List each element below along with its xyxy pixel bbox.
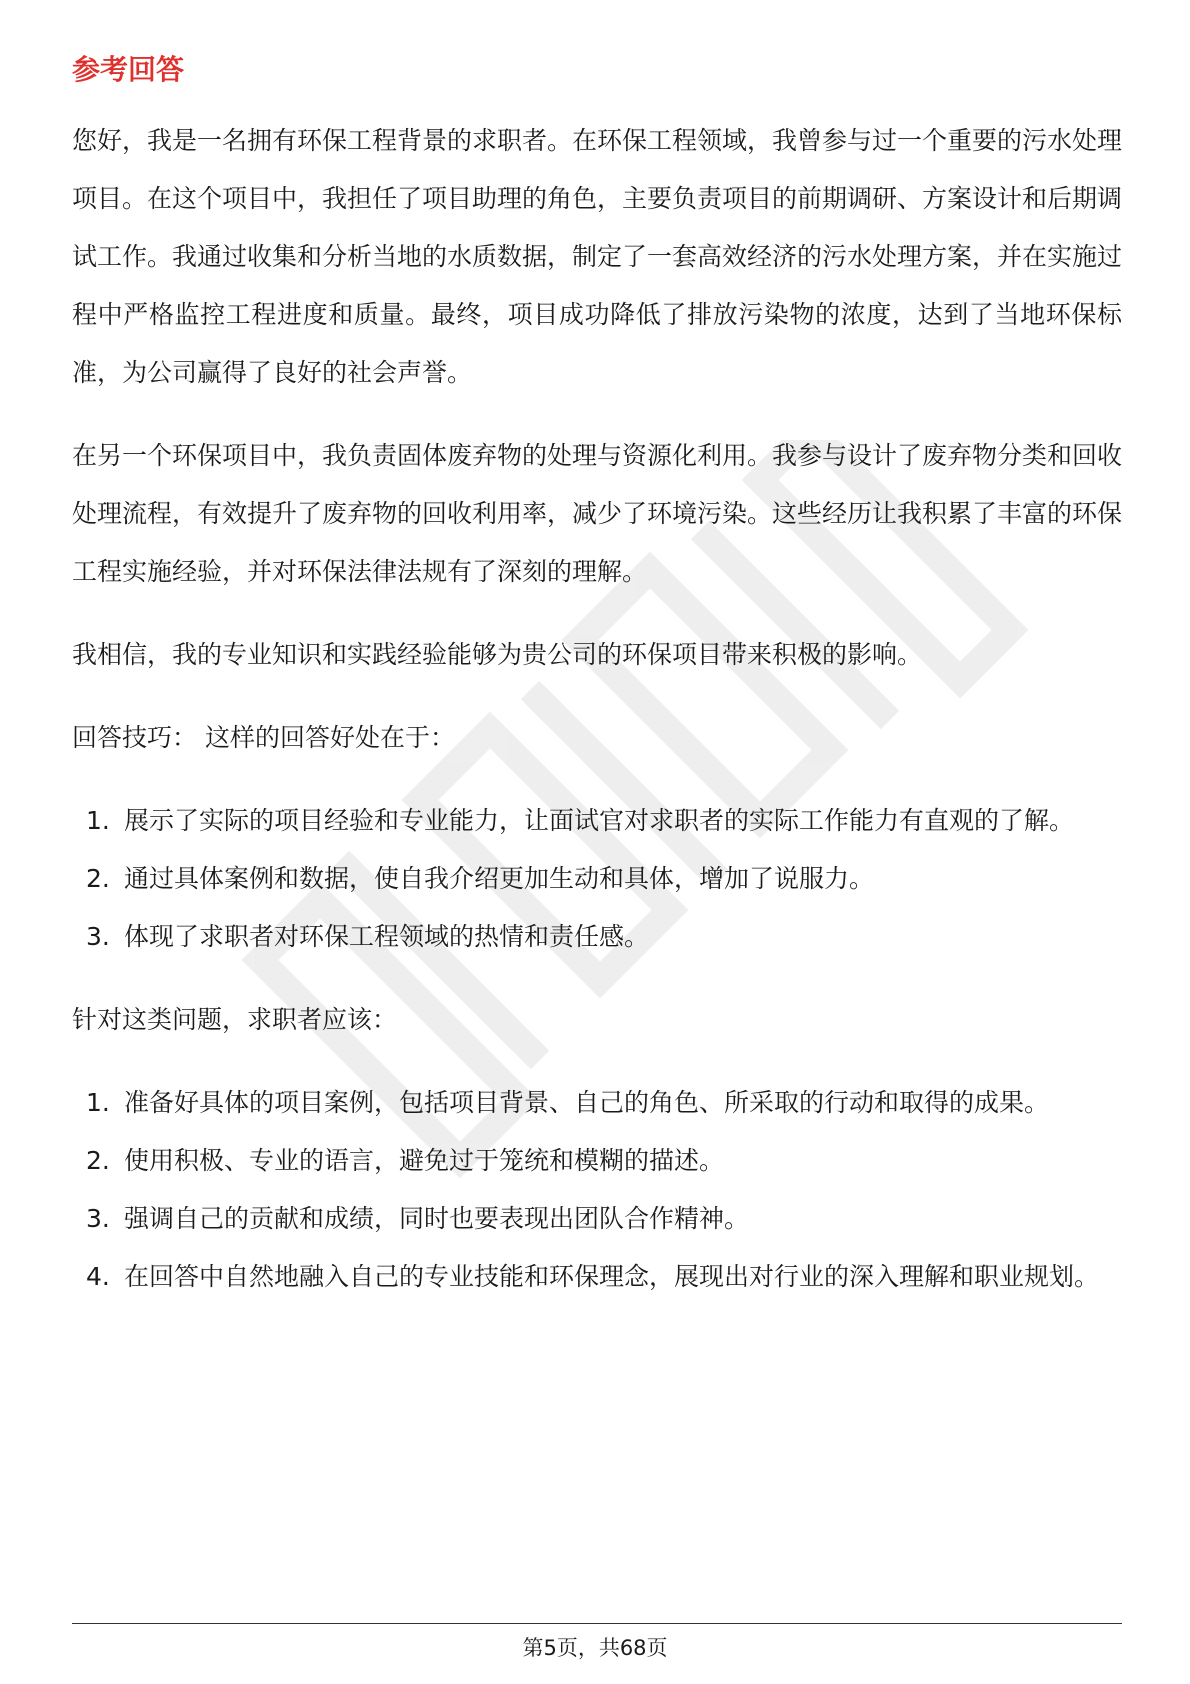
list-item-text: 准备好具体的项目案例，包括项目背景、自己的角色、所采取的行动和取得的成果。: [124, 1088, 1050, 1117]
list-item: [72, 792, 1122, 850]
list-item: [72, 1248, 1122, 1306]
list-item: [72, 1132, 1122, 1190]
list-item-text: 强调自己的贡献和成绩，同时也要表现出团队合作精神。: [124, 1204, 750, 1233]
advice-list: [72, 1074, 1122, 1306]
list-item-text: 在回答中自然地融入自己的专业技能和环保理念，展现出对行业的深入理解和职业规划。: [124, 1262, 1100, 1291]
list-number: 3.: [86, 922, 110, 951]
list-number: 3.: [86, 1204, 110, 1233]
tips-intro: 回答技巧： 这样的回答好处在于：: [72, 723, 455, 752]
list-item: [72, 1074, 1122, 1132]
list-number: 1.: [86, 806, 110, 835]
answer-paragraph-3: 我相信，我的专业知识和实践经验能够为贵公司的环保项目带来积极的影响。: [72, 640, 923, 669]
list-item: [72, 908, 1122, 966]
list-item-text: 通过具体案例和数据，使自我介绍更加生动和具体，增加了说服力。: [124, 864, 875, 893]
tips-list: [72, 792, 1122, 966]
list-item: [72, 850, 1122, 908]
advice-intro: 针对这类问题，求职者应该：: [72, 1005, 398, 1034]
answer-paragraph-2: 在另一个环保项目中，我负责固体废弃物的处理与资源化利用。我参与设计了废弃物分类和回收处理流程，有效提升了废弃物的回收利用率，减少了环境污染。这些经历让我积累了丰富的环保工程实施经验，并对环保法律法规有了深刻的理解。: [72, 441, 1123, 586]
list-item: [72, 1190, 1122, 1248]
section-heading: 参考回答: [72, 53, 185, 86]
list-item-text: 使用积极、专业的语言，避免过于笼统和模糊的描述。: [124, 1146, 725, 1175]
list-item-text: 体现了求职者对环保工程领域的热情和责任感。: [124, 922, 650, 951]
footer-divider: [72, 1623, 1122, 1624]
list-number: 1.: [86, 1088, 110, 1117]
list-number: 2.: [86, 1146, 110, 1175]
answer-paragraph-1: 您好，我是一名拥有环保工程背景的求职者。在环保工程领域，我曾参与过一个重要的污水处理项目。在这个项目中，我担任了项目助理的角色，主要负责项目的前期调研、方案设计和后期调试工作。我通过收集和分析当地的水质数据，制定了一套高效经济的污水处理方案，并在实施过程中严格监控工程进度和质量。最终，项目成功降低了排放污染物的浓度，达到了当地环保标准，为公司赢得了良好的社会声誉。: [72, 126, 1123, 387]
document-page: [72, 50, 1122, 1331]
list-number: 2.: [86, 864, 110, 893]
page-number: 第5页，共68页: [522, 1636, 668, 1660]
list-item-text: 展示了实际的项目经验和专业能力，让面试官对求职者的实际工作能力有直观的了解。: [124, 806, 1075, 835]
list-number: 4.: [86, 1262, 110, 1291]
